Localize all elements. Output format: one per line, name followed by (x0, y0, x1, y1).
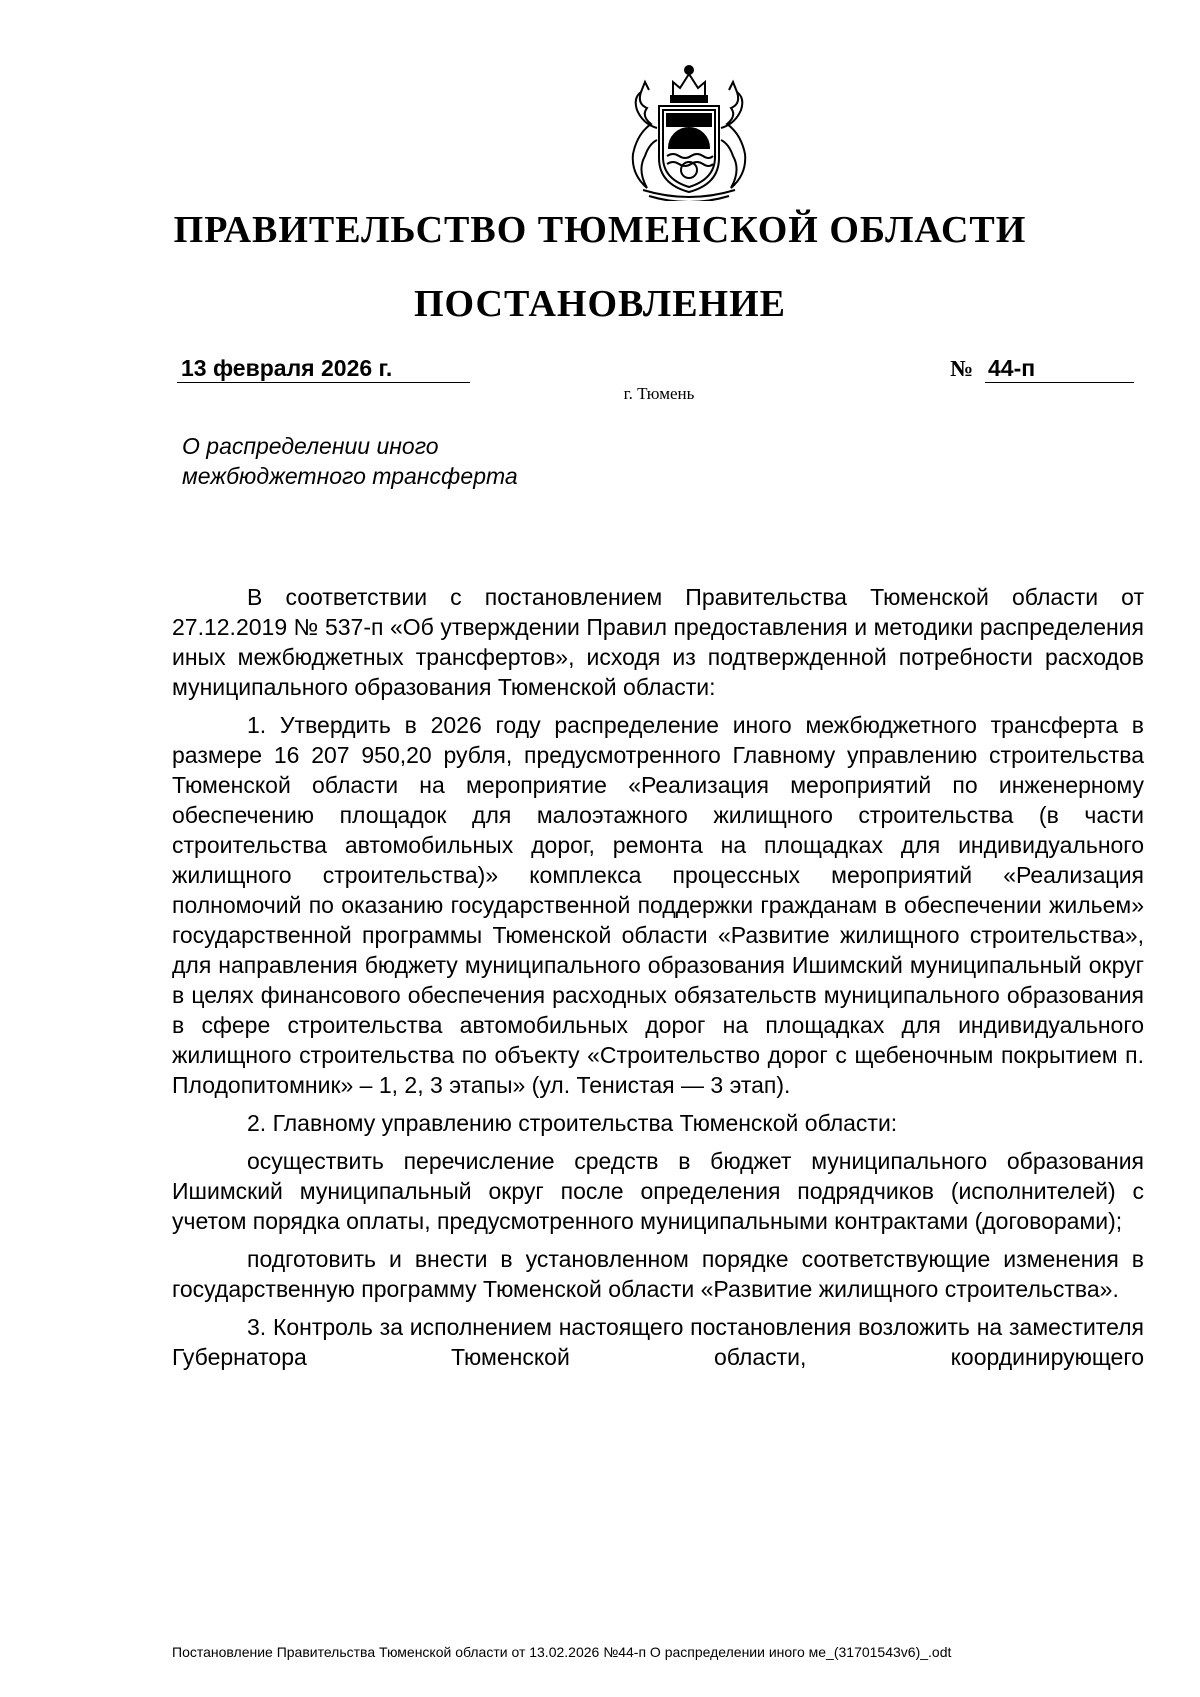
city: г. Тюмень (623, 384, 695, 403)
government-title: ПРАВИТЕЛЬСТВО ТЮМЕНСКОЙ ОБЛАСТИ (173, 209, 1027, 251)
page-footer: Постановление Правительства Тюменской области от 13.02.2026 №44-п О распределении иного ме_(31701543v6)_.odt (172, 1644, 952, 1660)
item-3-paragraph: 3. Контроль за исполнением настоящего постановления возложить на заместителя Губернатора Тюменской области, координирующего (172, 1314, 1144, 1370)
item-2b-paragraph: подготовить и внести в установленном порядке соответствующие изменения в государственную программу Тюменской области «Развитие жилищного строительства». (172, 1246, 1144, 1302)
document-number: 44-п (985, 354, 1134, 383)
document-body (172, 582, 1144, 1380)
number-sign: № (950, 356, 974, 381)
subject-line-1: О распределении иного (182, 433, 439, 459)
item-2-paragraph: 2. Главному управлению строительства Тюменской области: (247, 1110, 898, 1136)
item-2a-paragraph: осуществить перечисление средств в бюджет муниципального образования Ишимский муниципальный округ после определения подрядчиков (исполнителей) с учетом порядка оплаты, предусмотренного муниципальными контрактами (договорами); (172, 1148, 1144, 1234)
subject-line-2: межбюджетного трансферта (182, 463, 518, 489)
document-type-title: ПОСТАНОВЛЕНИЕ (413, 283, 787, 325)
coat-of-arms-icon (607, 58, 772, 201)
preamble-paragraph: В соответствии с постановлением Правительства Тюменской области от 27.12.2019 № 537-п «Об утверждении Правил предоставления и методики распределения иных межбюджетных трансфертов», исходя из подтвержденной потребности расходов муниципального образования Тюменской области: (172, 584, 1144, 700)
document-date: 13 февраля 2026 г. (177, 354, 470, 383)
document-subject (182, 431, 702, 491)
item-1-paragraph: 1. Утвердить в 2026 году распределение иного межбюджетного трансферта в размере 16 207 950,20 рубля, предусмотренного Главному управлению строительства Тюменской области на мероприятие «Реализация мероприятий по инженерному обеспечению площадок для малоэтажного жилищного строительства (в части строительства автомобильных дорог, ремонта на площадках для индивидуального жилищного строительства)» комплекса процессных мероприятий «Реализация полномочий по оказанию государственной поддержки гражданам в обеспечении жильем» государственной программы Тюменской области «Развитие жилищного строительства», для направления бюджету муниципального образования Ишимский муниципальный округ в целях финансового обеспечения расходных обязательств муниципального образования в сфере строительства автомобильных дорог на площадках для индивидуального жилищного строительства по объекту «Строительство дорог с щебеночным покрытием п. Плодопитомник» – 1, 2, 3 этапы» (ул. Тенистая — 3 этап). (172, 712, 1144, 1098)
